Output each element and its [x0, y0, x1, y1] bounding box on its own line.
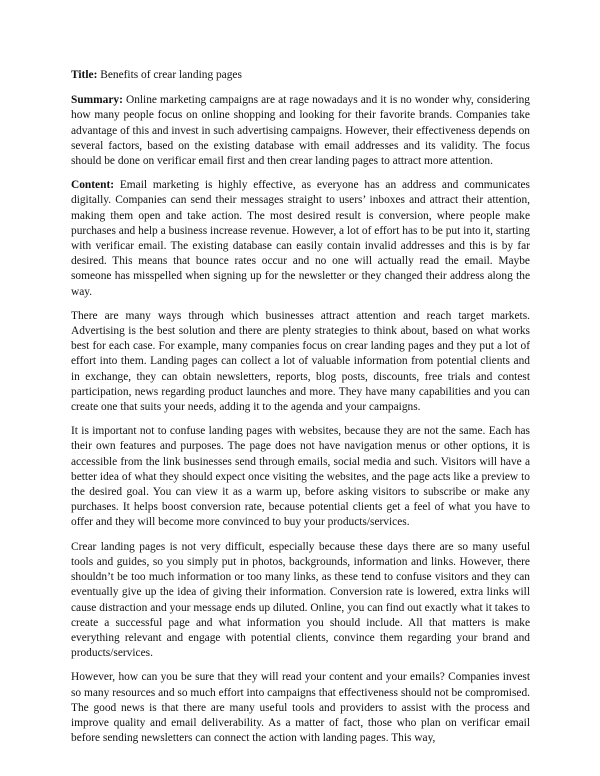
summary-paragraph — [71, 93, 530, 169]
body-paragraph-3: Crear landing pages is not very difficult, especially because these days there are so many useful tools and guides, so you simply put in photos, backgrounds, information and links. However, there shouldn’t be too much information or too many links, as these tend to confuse visitors and they can eventually give up the idea of giving their information. Conversion rate is lowered, extra links will cause distraction and your message ends up diluted. Online, you can find out exactly what it takes to create a successful page and what information you should include. All that matters is make everything relevant and engage with potential clients, convince them regarding your brand and products/services. — [71, 540, 530, 660]
body-paragraph-1: There are many ways through which businesses attract attention and reach target markets. Advertising is the best solution and there are plenty strategies to think about, based on what works best for each case. For example, many companies focus on crear landing pages and they put a lot of effort into them. Landing pages can collect a lot of valuable information from potential clients and in exchange, they can obtain newsletters, reports, blog posts, discounts, free trials and contest participation, news regarding product launches and more. They have many capabilities and you can create one that suits your needs, adding it to the agenda and your campaigns. — [71, 309, 530, 414]
content-paragraph — [71, 178, 530, 300]
content-text: Email marketing is highly effective, as everyone has an address and communicates digitally. Companies can send their messages straight to users’ inboxes and attract their attention, making them open and take action. The most desired result is conversion, where people make purchases and help a business increase revenue. However, a lot of effort has to be put into it, starting with verificar email. The existing database can easily contain invalid addresses and this is by far desired. This means that bounce rates occur and no one will actually read the email. Maybe someone has misspelled when signing up for the newsletter or they changed their address along the way. — [71, 179, 530, 298]
summary-text: Online marketing campaigns are at rage nowadays and it is no wonder why, considering how many people focus on online shopping and looking for their favorite brands. Companies take advantage of this and invest in such advertising campaigns. However, their effectiveness depends on several factors, based on the existing database with email addresses and its validity. The focus should be done on verificar email first and then crear landing pages to attract more attention. — [71, 94, 530, 168]
body-paragraph-4: However, how can you be sure that they will read your content and your emails? Companies invest so many resources and so much effort into campaigns that effectiveness should not be compromised. The good news is that there are many useful tools and providers to assist with the process and improve quality and email deliverability. As a matter of fact, those who plan on verificar email before sending newsletters can connect the action with landing pages. This way, — [71, 671, 530, 745]
summary-label: Summary: — [71, 94, 123, 107]
body-paragraph-2: It is important not to confuse landing pages with websites, because they are not the same. Each has their own features and purposes. The page does not have navigation menus or other options, it is accessible from the link businesses send through emails, social media and such. Visitors will have a better idea of what they should expect once visiting the websites, and the page acts like a preview to the desired goal. You can view it as a warm up, before asking visitors to subscribe or make any purchases. It helps boost conversion rate, because potential clients get a feel of what you have to offer and they will become more convinced to buy your products/services. — [71, 425, 530, 529]
content-label: Content: — [71, 179, 115, 192]
title-text: Benefits of crear landing pages — [97, 69, 242, 81]
title-line — [71, 68, 530, 83]
title-label: Title: — [71, 69, 98, 81]
document-page — [71, 68, 530, 755]
